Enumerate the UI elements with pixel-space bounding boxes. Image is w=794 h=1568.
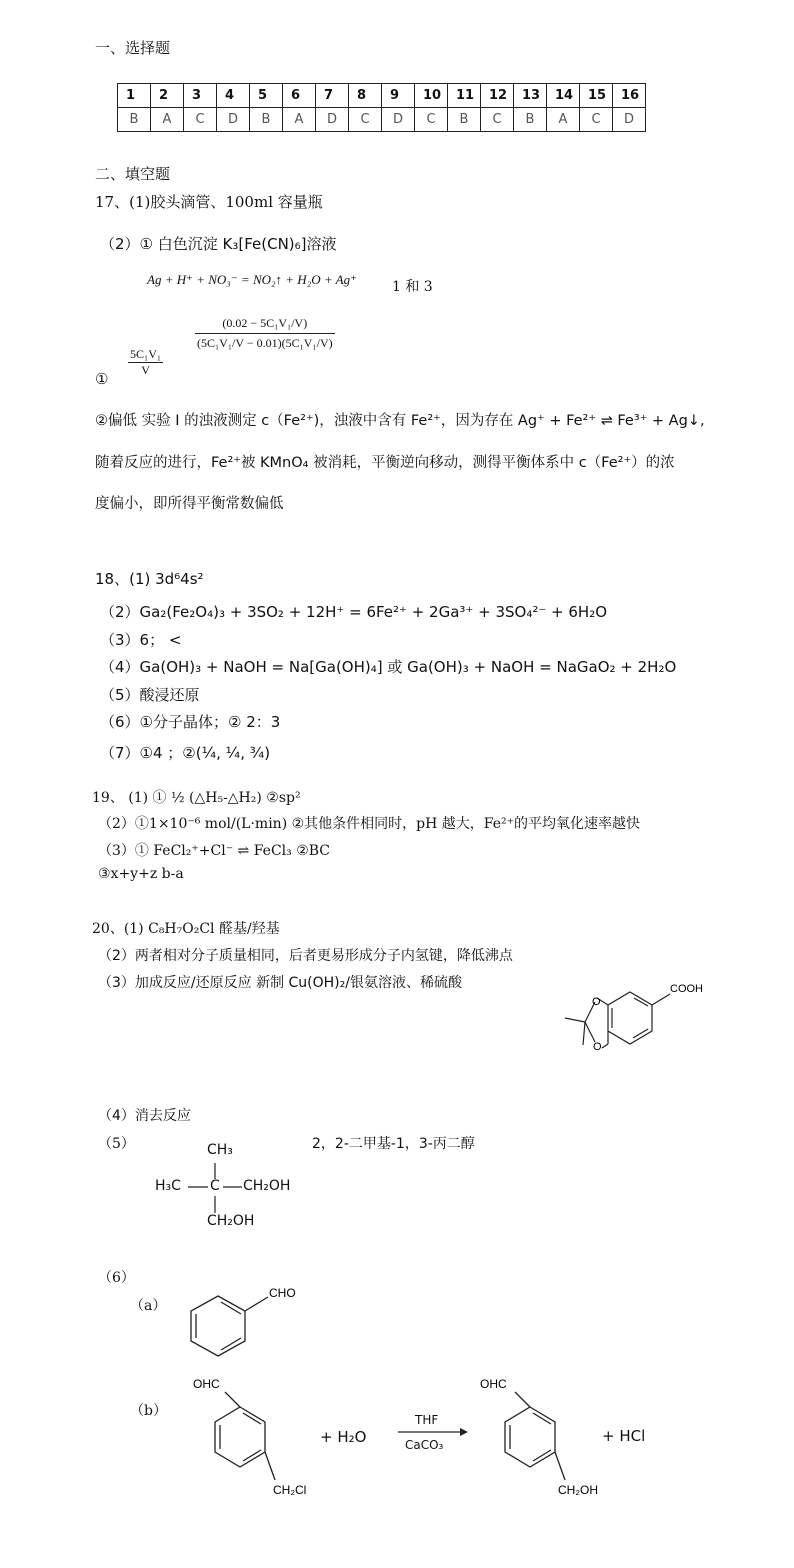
q20-line2: （2）两者相对分子质量相同，后者更易形成分子内氢键，降低沸点 [98,948,513,964]
q17-paragraph-line2: 随着反应的进行，Fe²⁺被 KMnO₄ 被消耗，平衡逆向移动，测得平衡体系中 c（Fe²⁺）的浓 [95,455,675,471]
arrow-caco3: CaCO₃ [405,1438,444,1452]
question-number-cell: 6 [283,84,316,108]
reaction-arrow [398,1427,468,1437]
answer-cell: C [184,108,217,132]
answer-cell: C [349,108,382,132]
struct-h3c: H₃C [155,1178,181,1194]
q19-line1: 19、 (1) ① ½ (△H₅-△H₂) ②sp² [92,790,301,806]
question-number-cell: 2 [151,84,184,108]
answer-table [117,83,646,132]
q17-equation: Ag + H⁺ + NO₃⁻ = NO₂↑ + H₂O + Ag⁺ [147,272,357,287]
cooh-label: COOH [670,983,703,995]
struct-bonds [150,1150,260,1220]
q19-line3: （3）① FeCl₂⁺+Cl⁻ ⇌ FeCl₃ ②BC [98,843,331,859]
q18-line7: （7）①4 ；②(¼, ¼, ¾) [100,744,271,762]
question-number-cell: 16 [613,84,646,108]
q17-line1: 17、(1)胶头滴管、100ml 容量瓶 [95,193,323,211]
q17-fraction-2-numerator: (0.02 − 5C₁V₁/V) [195,316,335,334]
q17-answer-1and3: 1 和 3 [392,279,433,295]
question-number-cell: 11 [448,84,481,108]
section-fill-title: 二、填空题 [95,165,171,183]
q20-line6: （6） [98,1270,135,1286]
q17-fraction-2 [195,316,335,351]
struct-ch2oh-bottom: CH₂OH [207,1213,255,1229]
question-number-cell: 12 [481,84,514,108]
ch2cl-label: CH₂Cl [273,1483,307,1497]
ch2oh-label: CH₂OH [558,1483,598,1497]
q19-line4: ③x+y+z b-a [98,866,184,882]
o-bottom-label: O [593,1041,602,1053]
q19-line2: （2）①1×10⁻⁶ mol/(L·min) ②其他条件相同时，pH 越大，Fe²⁺的平均氧化速率越快 [98,816,641,832]
question-number-cell: 7 [316,84,349,108]
q17-fraction-1-numerator: 5C₁V₁ [130,347,162,361]
q17-line2: （2）① 白色沉淀 K₃[Fe(CN)₆]溶液 [100,235,337,253]
section-choice-title: 一、选择题 [95,39,171,57]
question-number-cell: 9 [382,84,415,108]
answer-cell: A [283,108,316,132]
q17-fraction-2-denominator: (5C₁V₁/V − 0.01)(5C₁V₁/V) [197,336,333,350]
struct-ch2oh-right: CH₂OH [243,1178,291,1194]
question-number-cell: 10 [415,84,448,108]
q18-line6: （6）①分子晶体；② 2：3 [100,713,281,731]
question-number-cell: 8 [349,84,382,108]
benzodioxane-cooh-structure [555,970,705,1095]
q17-fraction-1 [128,347,163,378]
answer-cell: D [217,108,250,132]
question-number-cell: 4 [217,84,250,108]
answer-cell: A [151,108,184,132]
struct-ch3: CH₃ [207,1142,233,1158]
question-number-cell: 14 [547,84,580,108]
question-number-cell: 13 [514,84,547,108]
answer-table-answer-row [118,108,646,132]
question-number-cell: 5 [250,84,283,108]
answer-cell: C [481,108,514,132]
product-structure [475,1372,615,1502]
reactant-structure [185,1372,325,1502]
q18-line2: （2）Ga₂(Fe₂O₄)₃ + 3SO₂ + 12H⁺ = 6Fe²⁺ + 2Ga³⁺ + 3SO₄²⁻ + 6H₂O [100,603,608,621]
answer-cell: C [580,108,613,132]
o-top-label: O [592,996,601,1008]
q20-part-a: （a） [130,1298,167,1314]
answer-cell: C [415,108,448,132]
q20-part-b: （b） [130,1403,167,1419]
q17-fraction-1-denominator: V [141,363,150,377]
answer-cell: D [382,108,415,132]
ohc-label-2: OHC [480,1377,507,1391]
question-number-cell: 1 [118,84,151,108]
benzaldehyde-structure [183,1278,313,1373]
answer-cell: A [547,108,580,132]
q18-line4: （4）Ga(OH)₃ + NaOH = Na[Ga(OH)₄] 或 Ga(OH)₃ + NaOH = NaGaO₂ + 2H₂O [100,658,677,676]
q20-line1: 20、(1) C₈H₇O₂Cl 醛基/羟基 [92,921,280,937]
q17-paragraph-line1: ②偏低 实验 I 的浊液测定 c（Fe²⁺)，浊液中含有 Fe²⁺，因为存在 Ag⁺ + Fe²⁺ ⇌ Fe³⁺ + Ag↓, [95,413,705,429]
ohc-label-1: OHC [193,1377,220,1391]
struct-c: C [210,1178,220,1194]
cho-label: CHO [269,1286,296,1300]
q18-line5: （5）酸浸还原 [100,686,200,704]
q17-circled-1: ① [95,370,109,388]
answer-cell: D [316,108,349,132]
q20-line5-name: 2，2-二甲基-1，3-丙二醇 [312,1136,475,1152]
q18-line3: （3）6； < [100,631,182,649]
question-number-cell: 3 [184,84,217,108]
answer-cell: B [250,108,283,132]
q20-line3: （3）加成反应/还原反应 新制 Cu(OH)₂/银氨溶液、稀硫酸 [98,975,462,991]
q17-paragraph-line3: 度偏小，即所得平衡常数偏低 [95,496,284,512]
plus-h2o: + H₂O [320,1428,367,1446]
answer-cell: B [514,108,547,132]
answer-table-header-row [118,84,646,108]
plus-hcl: + HCl [602,1427,646,1445]
q20-line5: （5） [98,1136,135,1152]
q18-line1: 18、(1) 3d⁶4s² [95,570,204,588]
q20-line4: （4）消去反应 [98,1108,191,1124]
answer-cell: B [118,108,151,132]
answer-cell: D [613,108,646,132]
answer-cell: B [448,108,481,132]
arrow-thf: THF [415,1413,439,1427]
question-number-cell: 15 [580,84,613,108]
